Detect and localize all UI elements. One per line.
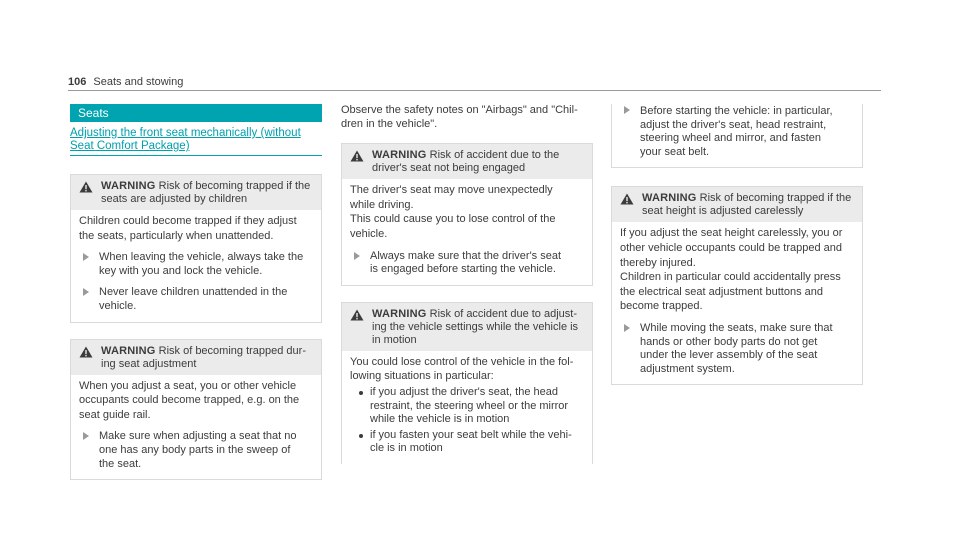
body-text: If you adjust the seat height carelessly, you or (620, 227, 843, 240)
list-item (350, 386, 584, 427)
step (79, 286, 313, 313)
warning-box-adjustment (70, 339, 322, 481)
list-item (350, 429, 584, 456)
warning-label: WARNING (372, 307, 427, 320)
warning-header (612, 187, 862, 222)
body-text: dren in the vehicle". (341, 117, 438, 130)
warning-body (612, 222, 862, 384)
step-text: Make sure when adjusting a seat that no (99, 430, 297, 443)
step-text: adjustment system. (640, 362, 735, 375)
step-text: vehicle. (99, 299, 137, 312)
warning-body (342, 351, 592, 464)
body-text: while driving. (350, 198, 414, 211)
warning-header (342, 303, 592, 351)
step-arrow-icon (624, 324, 630, 332)
step-text: hands or other body parts do not get (640, 335, 818, 348)
step-text: key with you and lock the vehicle. (99, 264, 263, 277)
warning-title: seats are adjusted by children (101, 193, 248, 205)
step-arrow-icon (83, 432, 89, 440)
warning-title: Risk of becoming trapped if the (699, 192, 852, 205)
step (350, 250, 584, 277)
body-text: the seats, particularly when unattended. (79, 229, 274, 242)
column-1 (70, 104, 322, 480)
body-text: Children in particular could accidentally press (620, 271, 841, 284)
sub-heading-divider (70, 155, 322, 156)
sub-heading[interactable] (70, 127, 322, 153)
list-text: restraint, the steering wheel or the mirror (370, 399, 569, 412)
body-text: seat guide rail. (79, 408, 151, 421)
list-text: cle is in motion (370, 442, 443, 455)
sub-heading-line: Adjusting the front seat mechanically (without (70, 127, 301, 139)
warning-header (71, 175, 321, 210)
step-text: While moving the seats, make sure that (640, 321, 833, 334)
body-text: other vehicle occupants could be trapped and (620, 241, 842, 254)
column-3 (611, 104, 863, 385)
step-text: your seat belt. (640, 145, 710, 158)
step-text: under the lever assembly of the seat (640, 349, 818, 362)
step-text: Before starting the vehicle: in particular, (640, 105, 833, 117)
step-arrow-icon (83, 288, 89, 296)
warning-title: Risk of accident due to the (429, 149, 560, 162)
body-text: become trapped. (620, 300, 703, 313)
step-text: one has any body parts in the sweep of (99, 443, 291, 456)
body-text: Observe the safety notes on "Airbags" and "Chil- (341, 104, 578, 116)
warning-title: driver's seat not being engaged (372, 162, 526, 175)
step-arrow-icon (83, 253, 89, 261)
step-text: When leaving the vehicle, always take the (99, 251, 304, 264)
step-text: Never leave children unattended in the (99, 286, 288, 299)
warning-title: ing seat adjustment (101, 357, 197, 370)
list-text: if you fasten your seat belt while the vehi- (370, 428, 572, 441)
step (79, 430, 313, 471)
step (620, 322, 854, 376)
page-header (68, 76, 183, 90)
bullet-dot-icon (359, 434, 363, 438)
step-text: Always make sure that the driver's seat (370, 249, 562, 262)
warning-label: WARNING (101, 344, 156, 357)
warning-body (342, 179, 592, 285)
warning-label: WARNING (101, 180, 156, 192)
body-text: When you adjust a seat, you or other vehicle (79, 379, 297, 392)
step-box (611, 104, 863, 168)
warning-box-children (70, 174, 322, 323)
step-text: steering wheel and mirror, and fasten (640, 132, 821, 145)
warning-box-seat-height (611, 186, 863, 385)
body-text: occupants could become trapped, e.g. on the (79, 394, 300, 407)
step (79, 251, 313, 278)
warning-box-in-motion (341, 302, 593, 464)
sub-heading-line: Seat Comfort Package) (70, 140, 190, 152)
warning-title: ing the vehicle settings while the vehicle is (372, 320, 579, 333)
warning-box-seat-engaged (341, 143, 593, 286)
warning-triangle-icon (620, 193, 634, 205)
warning-triangle-icon (79, 181, 93, 193)
body-text: The driver's seat may move unexpectedly (350, 184, 553, 197)
step-text: is engaged before starting the vehicle. (370, 263, 556, 276)
intro-text (341, 104, 593, 131)
body-text: thereby injured. (620, 256, 696, 269)
warning-header (342, 144, 592, 179)
list-text: if you adjust the driver's seat, the head (370, 385, 558, 398)
body-text: lowing situations in particular: (350, 370, 494, 383)
warning-label: WARNING (642, 192, 697, 205)
step-text: the seat. (99, 457, 142, 470)
warning-title: Risk of becoming trapped dur- (158, 344, 306, 357)
body-text: the electrical seat adjustment buttons and (620, 285, 824, 298)
step-text: adjust the driver's seat, head restraint, (640, 118, 827, 131)
step-arrow-icon (354, 252, 360, 260)
step-arrow-icon (624, 106, 630, 114)
body-text: You could lose control of the vehicle in the fol- (350, 355, 574, 368)
warning-body (71, 375, 321, 480)
warning-title: Risk of accident due to adjust- (429, 307, 577, 320)
list-text: while the vehicle is in motion (370, 413, 510, 426)
warning-header (71, 340, 321, 375)
page-number: 106 (68, 76, 87, 88)
body-text: This could cause you to lose control of the (350, 213, 556, 226)
section-title: Seats (70, 104, 322, 122)
warning-triangle-icon (350, 309, 364, 321)
bullet-dot-icon (359, 391, 363, 395)
step (620, 104, 854, 159)
body-text: vehicle. (350, 227, 388, 240)
warning-title: seat height is adjusted carelessly (642, 205, 804, 218)
warning-triangle-icon (350, 150, 364, 162)
warning-title: Risk of becoming trapped if the (158, 180, 311, 192)
warning-title: in motion (372, 333, 417, 346)
column-2 (341, 104, 593, 464)
warning-label: WARNING (372, 149, 427, 162)
warning-body (71, 210, 321, 322)
header-divider (68, 90, 881, 91)
warning-triangle-icon (79, 346, 93, 358)
chapter-title: Seats and stowing (93, 76, 184, 88)
body-text: Children could become trapped if they adjust (79, 215, 297, 227)
